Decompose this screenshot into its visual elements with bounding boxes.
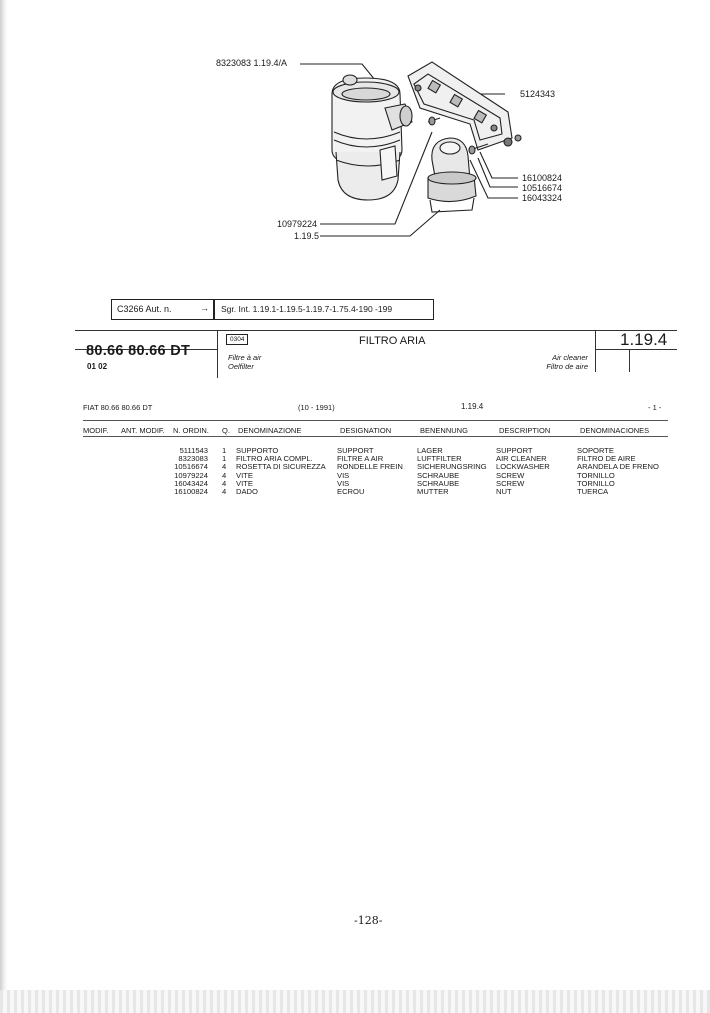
cell-quantity: 4 xyxy=(222,470,227,480)
cell-designation: SUPPORT xyxy=(337,446,374,455)
cell-part-number: 5111543 xyxy=(179,446,208,455)
model-subtitle: 01 02 xyxy=(87,362,108,371)
cell-denominaciones: FILTRO DE AIRE xyxy=(577,454,636,464)
col-denominaciones: DENOMINACIONES xyxy=(580,426,650,435)
cell-description: LOCKWASHER xyxy=(496,462,550,472)
cell-designation: VIS xyxy=(337,478,350,488)
header-divider-left xyxy=(217,330,218,378)
label-nut: 16100824 xyxy=(522,173,563,183)
cell-denominaciones: TORNILLO xyxy=(577,470,615,480)
col-q: Q. xyxy=(222,426,230,435)
cell-description: SCREW xyxy=(496,478,525,488)
cell-denominaciones: TORNILLO xyxy=(577,478,615,488)
col-ant-modif: ANT. MODIF. xyxy=(121,426,165,435)
title-en: Air cleaner xyxy=(552,353,588,362)
cell-part-number: 16043424 xyxy=(174,478,208,488)
cell-denominazione: VITE xyxy=(236,478,253,488)
cell-description: SCREW xyxy=(496,470,525,480)
cell-quantity: 4 xyxy=(222,462,227,472)
header-divider-right xyxy=(595,330,596,372)
strip-code-box xyxy=(111,299,214,320)
section-title: FILTRO ARIA xyxy=(359,335,426,347)
section-number: 1.19.4 xyxy=(620,330,668,349)
label-screw-b: 10979224 xyxy=(277,219,318,229)
page-bottom-edge xyxy=(0,990,710,1013)
label-ref: 1.19.5 xyxy=(294,231,320,241)
label-washer: 10516674 xyxy=(522,183,563,193)
cell-quantity: 4 xyxy=(222,478,227,488)
exploded-parts-diagram xyxy=(0,0,710,300)
columns-top-rule xyxy=(83,420,668,421)
cell-description: NUT xyxy=(496,487,512,497)
page-number: -128- xyxy=(354,914,383,927)
cell-denominazione: VITE xyxy=(236,470,253,480)
cell-benennung: SCHRAUBE xyxy=(417,478,460,488)
arrow-icon: → xyxy=(200,303,209,313)
cell-designation: ECROU xyxy=(337,487,365,497)
cell-denominazione: ROSETTA DI SICUREZZA xyxy=(236,462,326,472)
title-de: Oelfilter xyxy=(228,362,254,371)
air-cleaner-body xyxy=(332,75,412,200)
header-divider-mini xyxy=(629,349,630,372)
model-title: 80.66 80.66 DT xyxy=(86,343,191,359)
cell-benennung: MUTTER xyxy=(417,487,449,497)
mounting-bracket xyxy=(408,62,512,150)
cell-benennung: LUFTFILTER xyxy=(417,454,462,464)
cell-part-number: 10516674 xyxy=(174,462,208,472)
col-designation: DESIGNATION xyxy=(340,426,392,435)
table-row xyxy=(170,488,667,496)
subheader-section: 1.19.4 xyxy=(461,402,484,411)
subheader-page: - 1 - xyxy=(648,403,662,412)
cell-part-number: 16100824 xyxy=(174,487,208,497)
cell-denominazione: DADO xyxy=(236,487,258,497)
cell-part-number: 10979224 xyxy=(174,470,208,480)
label-bracket: 5124343 xyxy=(520,89,556,99)
col-benennung: BENENNUNG xyxy=(420,426,468,435)
strip-sgr-box xyxy=(214,299,434,320)
cell-description: AIR CLEANER xyxy=(496,454,547,464)
cell-denominaciones: TUERCA xyxy=(577,487,609,497)
code-box: 0304 xyxy=(226,334,248,345)
title-fr: Filtre à air xyxy=(228,353,262,362)
parts-table xyxy=(170,447,667,496)
columns-bottom-rule xyxy=(83,436,668,437)
cell-designation: RONDELLE FREIN xyxy=(337,462,403,472)
strip-code: C3266 Aut. n. xyxy=(117,304,172,314)
label-screw-a: 16043324 xyxy=(522,193,563,203)
cell-quantity: 1 xyxy=(222,454,227,464)
cell-benennung: SICHERUNGSRING xyxy=(417,462,487,472)
col-n-ordin: N. ORDIN. xyxy=(173,426,209,435)
cell-benennung: SCHRAUBE xyxy=(417,470,460,480)
title-es: Filtro de aire xyxy=(546,362,588,371)
col-denominazione: DENOMINAZIONE xyxy=(238,426,302,435)
cell-denominazione: SUPPORTO xyxy=(236,446,279,455)
label-assembly: 8323083 1.19.4/A xyxy=(216,58,288,68)
cell-designation: FILTRE A AIR xyxy=(337,454,384,464)
subheader-model: FIAT 80.66 80.66 DT xyxy=(83,403,153,412)
col-modif: MODIF. xyxy=(83,426,109,435)
cell-description: SUPPORT xyxy=(496,446,533,455)
col-description: DESCRIPTION xyxy=(499,426,551,435)
strip-sgr: Sgr. Int. 1.19.1-1.19.5-1.19.7-1.75.4-190 -199 xyxy=(221,304,393,314)
cell-designation: VIS xyxy=(337,470,350,480)
subheader-date: (10 - 1991) xyxy=(298,403,335,412)
cell-denominaciones: ARANDELA DE FRENO xyxy=(577,462,659,472)
cell-benennung: LAGER xyxy=(417,446,443,455)
cell-denominaciones: SOPORTE xyxy=(577,446,614,455)
cell-denominazione: FILTRO ARIA COMPL. xyxy=(236,454,313,464)
cell-quantity: 1 xyxy=(222,446,227,455)
header-top-rule xyxy=(75,330,677,331)
cell-part-number: 8323083 xyxy=(178,454,208,464)
cell-quantity: 4 xyxy=(222,487,227,497)
